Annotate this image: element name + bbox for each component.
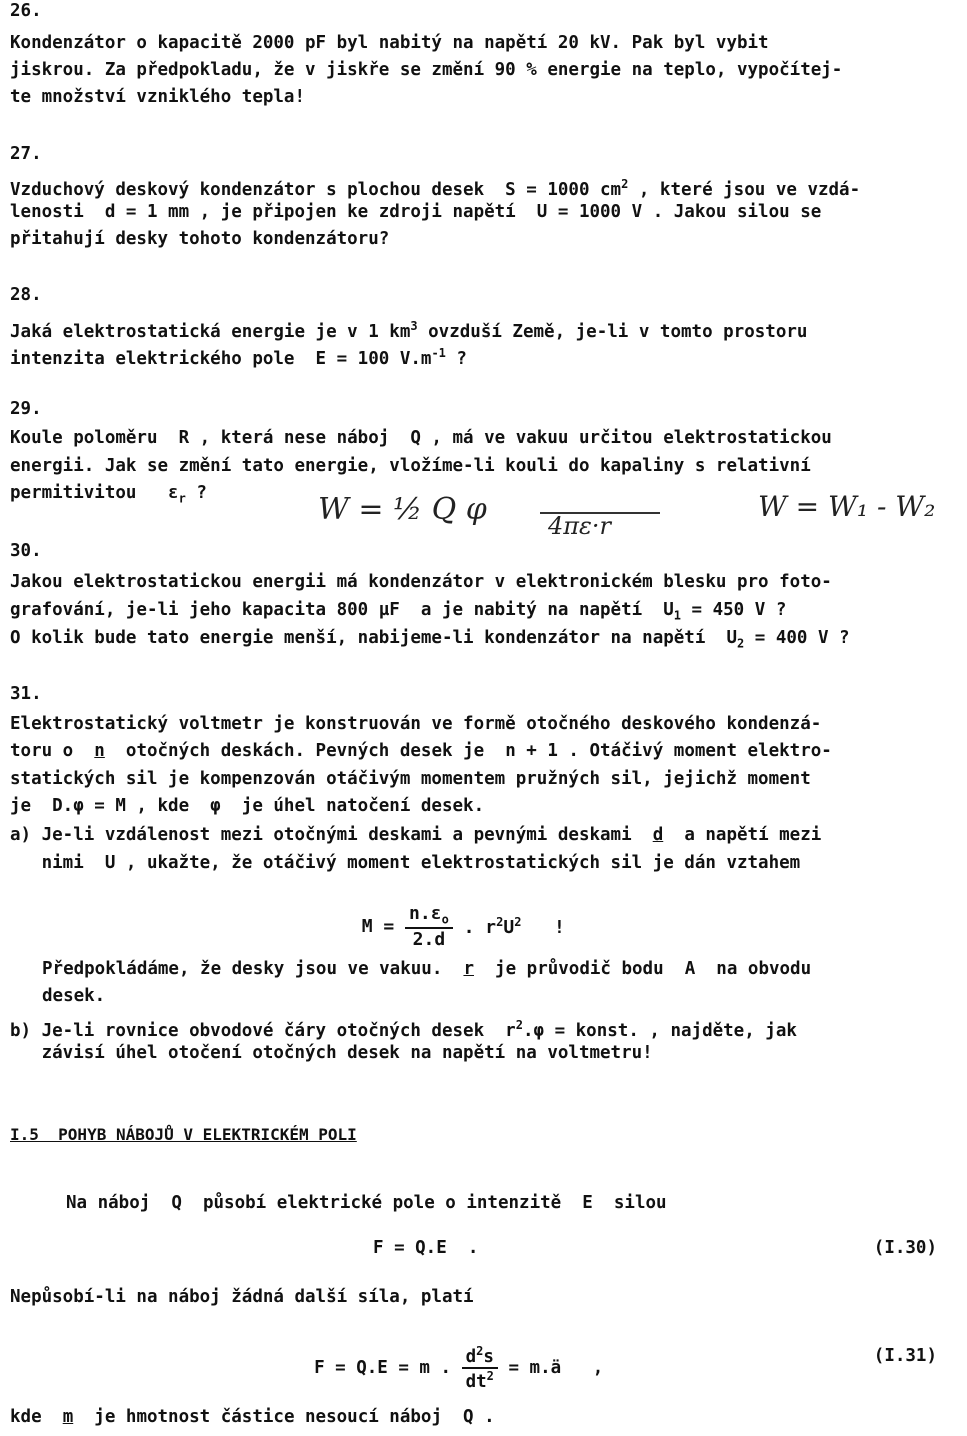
section-intro: Na náboj Q působí elektrické pole o intenzitě E silou <box>66 1193 667 1213</box>
problem-31-note-line-1: Předpokládáme, že desky jsou ve vakuu. r je průvodič bodu A na obvodu <box>42 959 812 979</box>
problem-26-line-2: jiskrou. Za předpokladu, že v jiskře se změní 90 % energie na teplo, vypočítej- <box>10 60 843 80</box>
equation-number-i30: (I.30) <box>873 1238 937 1258</box>
handwritten-formula-potential: 4πε·r <box>548 512 612 540</box>
problem-29-line-2: energii. Jak se změní tato energie, vložíme-li kouli do kapaliny s relativní <box>10 456 811 476</box>
problem-31-part-a-line-2: nimi U , ukažte, že otáčivý moment elektrostatických sil je dán vztahem <box>10 853 801 873</box>
equation-force: F = Q.E . <box>373 1238 479 1258</box>
problem-30-number: 30. <box>10 541 42 561</box>
problem-31-line-4: je D.φ = M , kde φ je úhel natočení desek. <box>10 796 485 816</box>
problem-27-line-1: Vzduchový deskový kondenzátor s plochou desek S = 1000 $cm^2$ , které jsou ve vzdá- <box>10 177 861 200</box>
problem-28-number: 28. <box>10 285 42 305</box>
problem-31-note-line-2: desek. <box>42 986 106 1006</box>
problem-30-line-2: grafování, je-li jeho kapacita 800 µF a je nabitý na napětí $U_1 = 450$ V ? <box>10 600 787 623</box>
problem-31-line-3: statických sil je kompenzován otáčivým momentem pružných sil, jejichž moment <box>10 769 811 789</box>
handwritten-formula-difference: W = W₁ - W₂ <box>758 490 936 523</box>
problem-26-line-3: te množství vzniklého tepla! <box>10 87 306 107</box>
problem-29-line-3: permitivitou $\varepsilon_r$ ? <box>10 483 207 506</box>
handwritten-formula-energy: W = ½ Q φ <box>318 492 487 527</box>
problem-28-line-1: Jaká elektrostatická energie je v 1 $km^3$ ovzduší Země, je-li v tomto prostoru <box>10 319 808 342</box>
problem-29-line-1: Koule poloměru R , která nese náboj Q , má ve vakuu určitou elektrostatickou <box>10 428 832 448</box>
problem-31-part-b-line-2: závisí úhel otočení otočných desek na napětí na voltmetru! <box>10 1043 653 1063</box>
equation-newton: F = Q.E = m . $\frac{d^2s}{dt^2}$ = m.ä , <box>314 1344 604 1392</box>
problem-27-number: 27. <box>10 144 42 164</box>
problem-31-line-1: Elektrostatický voltmetr je konstruován ve formě otočného deskového kondenzá- <box>10 714 822 734</box>
equation-moment: M = $\frac{n.\varepsilon_o}{2.d}$ . $r^2U^2$ ! <box>361 903 565 950</box>
problem-27-line-3: přitahují desky tohoto kondenzátoru? <box>10 229 390 249</box>
problem-31-part-b-line-1: b) Je-li rovnice obvodové čáry otočných desek $r^2.\varphi$ = konst. , najděte, jak <box>10 1018 797 1041</box>
problem-31-number: 31. <box>10 684 42 704</box>
problem-26-number: 26. <box>10 1 42 21</box>
problem-30-line-1: Jakou elektrostatickou energii má kondenzátor v elektronickém blesku pro foto- <box>10 572 832 592</box>
problem-27-line-2: lenosti d = 1 mm , je připojen ke zdroji napětí U = 1000 V . Jakou silou se <box>10 202 822 222</box>
section-text-2: Nepůsobí-li na náboj žádná další síla, platí <box>10 1287 474 1307</box>
section-heading: I.5 POHYB NÁBOJŮ V ELEKTRICKÉM POLI <box>10 1125 357 1144</box>
problem-29-number: 29. <box>10 399 42 419</box>
problem-31-line-2: toru o n otočných deskách. Pevných desek je n + 1 . Otáčivý moment elektro- <box>10 741 832 761</box>
problem-30-line-3: O kolik bude tato energie menší, nabijeme-li kondenzátor na napětí $U_2 = 400$ V ? <box>10 628 850 651</box>
equation-number-i31: (I.31) <box>873 1346 937 1366</box>
handwritten-fraction-bar <box>540 512 660 514</box>
section-last-line: kde m je hmotnost částice nesoucí náboj Q . <box>10 1407 495 1427</box>
problem-28-line-2: intenzita elektrického pole E = 100 $V.m^{-1}$ ? <box>10 346 467 369</box>
problem-31-part-a-line-1: a) Je-li vzdálenost mezi otočnými deskami a pevnými deskami d a napětí mezi <box>10 825 822 845</box>
problem-26-line-1: Kondenzátor o kapacitě 2000 pF byl nabitý na napětí 20 kV. Pak byl vybit <box>10 33 769 53</box>
